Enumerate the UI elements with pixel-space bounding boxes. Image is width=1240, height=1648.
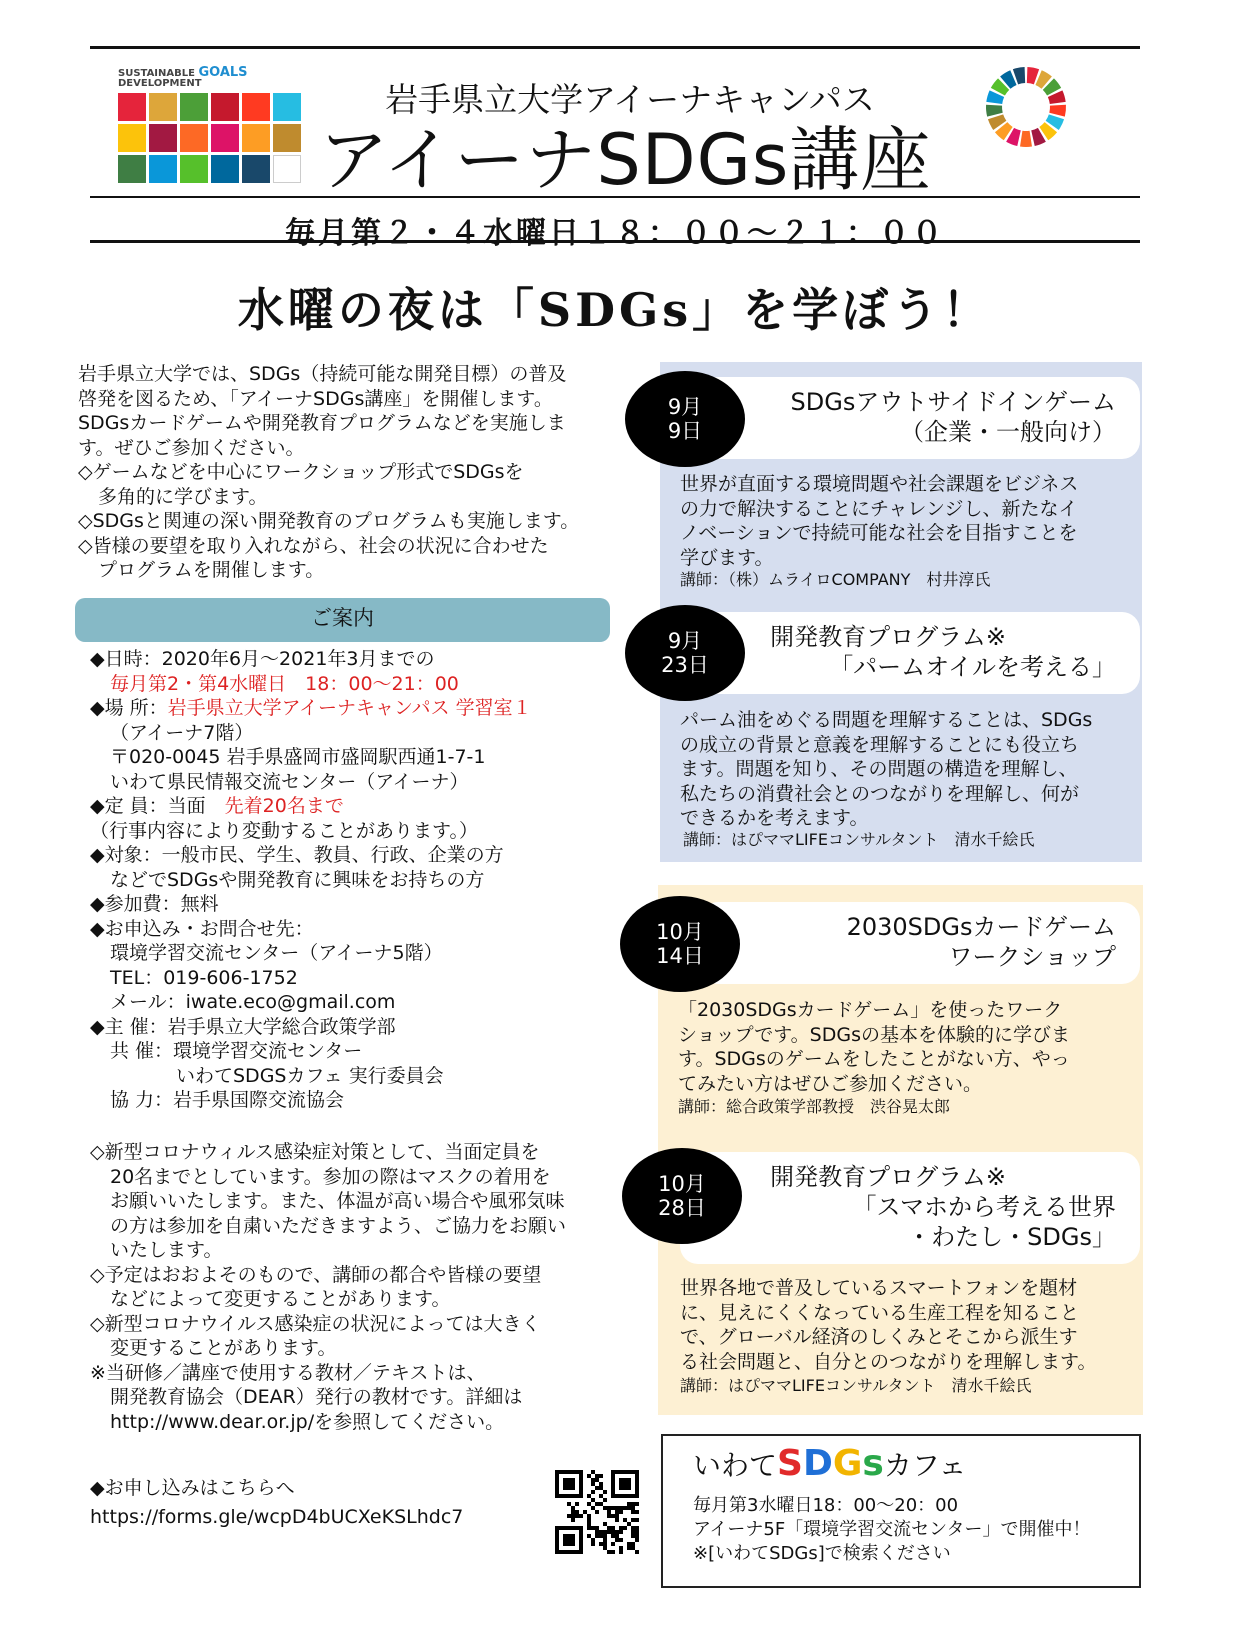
event-desc-line: に、見えにくくなっている生産工程を知ること xyxy=(680,1301,1080,1324)
event-subtitle-cont: ・わたし・SDGs」 xyxy=(907,1223,1116,1251)
event-description xyxy=(678,998,1138,1096)
event-desc-line: る社会問題と、自分とのつながりを理解します。 xyxy=(680,1350,1097,1373)
event-lecturer: 講師：（株）ムライロCOMPANY 村井淳氏 xyxy=(680,570,991,589)
note-line: 変更することがあります。 xyxy=(110,1337,337,1359)
event-date-badge xyxy=(625,605,745,701)
event-desc-line: ノベーションで持続可能な社会を目指すことを xyxy=(680,522,1078,544)
event-title: 2030SDGsカードゲーム xyxy=(846,913,1116,941)
note-line: などによって変更することがあります。 xyxy=(110,1288,451,1310)
sdg-label-goals: GOALS xyxy=(198,65,248,80)
event-title-box xyxy=(700,902,1140,984)
sdg-tile xyxy=(242,93,270,121)
guide-capacity-note: （行事内容により変動することがあります。） xyxy=(90,819,478,842)
event-description xyxy=(680,1276,1140,1374)
guide-contact-label: ◆お申込み・お問合せ先： xyxy=(90,917,314,940)
note-line: ◇新型コロナウィルス感染症対策として、当面定員を xyxy=(90,1141,540,1163)
event-month: 9月 xyxy=(667,629,703,653)
event-day: 28日 xyxy=(658,1196,706,1220)
sdg-goals-logo xyxy=(118,65,304,186)
sdg-tile xyxy=(118,93,146,121)
sdg-wheel-segment xyxy=(1020,131,1032,147)
cafe-letter-g: G xyxy=(832,1443,863,1484)
cafe-location: アイーナ5F「環境学習交流センター」で開催中！ xyxy=(693,1519,1091,1540)
sdg-tile xyxy=(273,93,301,121)
intro-line: す。ぜひご参加ください。 xyxy=(78,436,305,459)
guide-place xyxy=(90,696,635,721)
guide-date: ◆日時：2020年6月～2021年3月までの xyxy=(90,648,435,670)
sdg-tile xyxy=(118,124,146,152)
event-day: 9日 xyxy=(667,419,703,443)
event-subtitle: （企業・一般向け） xyxy=(900,418,1116,446)
guide-host: ◆主 催：岩手県立大学総合政策学部 xyxy=(90,1015,396,1038)
guide-support: 協 力：岩手県国際交流協会 xyxy=(110,1089,345,1111)
sdg-tiles xyxy=(118,93,304,183)
event-desc-line: てみたい方はぜひご参加ください。 xyxy=(678,1072,983,1095)
event-desc-line: 世界が直面する環境問題や社会課題をビジネス xyxy=(680,473,1079,495)
event-desc-line: で、グローバル経済のしくみとそこから派生す xyxy=(680,1326,1078,1348)
guide-mail[interactable]: メール：iwate.eco@gmail.com xyxy=(110,991,396,1013)
event-desc-line: す。SDGsのゲームをしたことがない方、やっ xyxy=(678,1048,1070,1070)
intro-bullet-cont: 多角的に学びます。 xyxy=(98,485,268,508)
cafe-letter-d: D xyxy=(802,1443,833,1484)
event-title: 開発教育プログラム※ xyxy=(770,1163,1006,1191)
intro-bullet: ◇ゲームなどを中心にワークショップ形式でSDGsを xyxy=(78,461,524,483)
sdg-tile xyxy=(211,155,239,183)
note-line: 開発教育協会（DEAR）発行の教材です。詳細は xyxy=(110,1386,523,1408)
sdg-tile xyxy=(242,155,270,183)
event-subtitle: ワークショップ xyxy=(948,943,1116,971)
intro-bullet-cont: プログラムを開催します。 xyxy=(98,559,325,581)
sdg-tile xyxy=(180,155,208,183)
event-date-badge xyxy=(625,371,745,467)
note-line: 20名までとしています。参加の際はマスクの着用を xyxy=(110,1165,551,1188)
guide-contact-org: 環境学習交流センター（アイーナ5階） xyxy=(110,942,443,964)
note-line: ◇新型コロナウイルス感染症の状況によっては大きく xyxy=(90,1312,541,1335)
note-line: ◇予定はおおよそのもので、講師の都合や皆様の要望 xyxy=(90,1263,542,1286)
event-day: 23日 xyxy=(661,653,709,677)
guide-date-detail: 毎月第2・第4水曜日 18：00～21：00 xyxy=(110,672,459,695)
event-desc-line: パーム油をめぐる問題を理解することは、SDGs xyxy=(680,709,1093,731)
event-lecturer: 講師：総合政策学部教授 渋谷晃太郎 xyxy=(678,1097,951,1116)
cafe-suffix: カフェ xyxy=(883,1449,967,1482)
sdg-tile xyxy=(211,124,239,152)
guide-place-name: 岩手県立大学アイーナキャンパス 学習室１ xyxy=(167,697,532,719)
event-day: 14日 xyxy=(656,944,704,968)
sdg-label-top: SUSTAINABLE xyxy=(118,68,195,79)
note-line: の方は参加を自粛いただきますよう、ご協力をお願い xyxy=(110,1214,567,1237)
sdg-tile xyxy=(180,124,208,152)
guide-address-building: いわて県民情報交流センター（アイーナ） xyxy=(110,770,469,793)
guide-capacity xyxy=(90,794,635,819)
event-lecturer: 講師：はぴママLIFEコンサルタント 清水千絵氏 xyxy=(680,1376,1032,1395)
event-date-badge xyxy=(620,896,740,992)
intro-line: 啓発を図るため、「アイーナSDGs講座」を開催します。 xyxy=(78,387,553,410)
event-title-box xyxy=(680,1152,1140,1264)
guide-capacity-label: ◆定 員：当面 xyxy=(90,795,225,817)
event-desc-line: ショップです。SDGsの基本を体験的に学びま xyxy=(678,1023,1070,1046)
note-line: お願いいたします。また、体温が高い場合や風邪気味 xyxy=(110,1190,565,1212)
sdg-wheel-segment xyxy=(986,105,1003,117)
guide-details xyxy=(90,647,635,1113)
guide-target: ◆対象：一般市民、学生、教員、行政、企業の方 xyxy=(90,844,504,866)
sdg-tile xyxy=(273,155,301,183)
catchphrase: 水曜の夜は「SDGs」を学ぼう！ xyxy=(237,283,993,337)
event-desc-line: の力で解決することにチャレンジし、新たなイ xyxy=(680,497,1078,520)
guide-place-label: ◆場 所： xyxy=(90,697,168,719)
event-date-badge xyxy=(622,1148,742,1244)
cafe-letter-s: S xyxy=(777,1443,803,1484)
event-subtitle: 「パームオイルを考える」 xyxy=(829,653,1116,681)
event-desc-line: できるかを考えます。 xyxy=(680,807,869,829)
guide-cohost: 共 催：環境学習交流センター xyxy=(110,1040,363,1062)
event-description xyxy=(680,472,1140,570)
event-lecturer: 講師：はぴママLIFEコンサルタント 清水千絵氏 xyxy=(683,830,1035,849)
guide-address: 〒020-0045 岩手県盛岡市盛岡駅西通1-7-1 xyxy=(110,746,486,768)
intro-line: SDGsカードゲームや開発教育プログラムなどを実施しま xyxy=(78,412,566,434)
event-month: 10月 xyxy=(658,1172,706,1196)
schedule-line: 毎月第２・４水曜日１８：００～２１：００ xyxy=(285,216,945,251)
event-month: 9月 xyxy=(667,395,703,419)
event-desc-line: 「2030SDGsカードゲーム」を使ったワーク xyxy=(678,999,1063,1021)
event-desc-line: 世界各地で普及しているスマートフォンを題材 xyxy=(680,1277,1078,1299)
guide-cohost-cont: いわてSDGSカフェ 実行委員会 xyxy=(176,1064,444,1087)
sdg-tile xyxy=(149,124,177,152)
sdg-tile xyxy=(149,155,177,183)
event-title: SDGsアウトサイドインゲーム xyxy=(790,388,1116,416)
event-subtitle: 「スマホから考える世界 xyxy=(852,1193,1116,1221)
intro-bullet: ◇SDGsと関連の深い開発教育のプログラムも実施します。 xyxy=(78,510,580,532)
sdg-tile xyxy=(118,155,146,183)
sdg-tile xyxy=(242,124,270,152)
sdg-label xyxy=(118,65,304,89)
event-title: 開発教育プログラム※ xyxy=(770,623,1006,651)
sdg-tile xyxy=(273,124,301,152)
apply-url-link[interactable]: https://forms.gle/wcpD4bUCXeKSLhdc7 xyxy=(90,1505,464,1528)
sdg-label-bottom: DEVELOPMENT xyxy=(118,78,202,89)
page-title: アイーナSDGs講座 xyxy=(318,119,932,201)
iwate-sdgs-cafe-box xyxy=(661,1434,1141,1588)
intro-line: 岩手県立大学では、SDGs（持続可能な開発目標）の普及 xyxy=(78,363,567,385)
guide-capacity-value: 先着20名まで xyxy=(224,795,344,817)
apply-label: ◆お申し込みはこちらへ xyxy=(90,1477,295,1499)
cafe-letter-s2: s xyxy=(862,1443,884,1484)
apply-section xyxy=(90,1476,540,1529)
dear-link[interactable]: http://www.dear.or.jp/を参照してください。 xyxy=(110,1410,505,1433)
cafe-search-note: ※[いわてSDGs]で検索ください xyxy=(693,1543,951,1564)
event-desc-line: ます。問題を知り、その問題の構造を理解し、 xyxy=(680,758,1078,780)
sdg-tile xyxy=(149,93,177,121)
sdg-wheel-icon xyxy=(985,66,1067,148)
top-rule xyxy=(90,46,1140,49)
sdg-tile xyxy=(180,93,208,121)
notes xyxy=(90,1140,635,1434)
event-title-box xyxy=(700,377,1140,459)
cafe-title xyxy=(693,1443,967,1484)
campus-name: 岩手県立大学アイーナキャンパス xyxy=(385,80,875,119)
guide-heading: ご案内 xyxy=(75,598,610,642)
note-line: ※当研修／講座で使用する教材／テキストは、 xyxy=(90,1361,486,1384)
event-description xyxy=(680,708,1140,831)
guide-place-floor: （アイーナ7階） xyxy=(110,721,254,744)
event-desc-line: 私たちの消費社会とのつながりを理解し、何が xyxy=(680,782,1080,805)
qr-code-icon[interactable] xyxy=(555,1470,639,1554)
sdg-wheel-segment xyxy=(1049,105,1066,117)
guide-tel: TEL：019-606-1752 xyxy=(110,966,298,989)
event-desc-line: の成立の背景と意義を理解することにも役立ち xyxy=(680,733,1080,756)
event-desc-line: 学びます。 xyxy=(680,546,774,569)
guide-fee: ◆参加費：無料 xyxy=(90,893,219,915)
cafe-prefix: いわて xyxy=(693,1449,778,1482)
sdg-tile xyxy=(211,93,239,121)
guide-target-cont: などでSDGsや開発教育に興味をお持ちの方 xyxy=(110,868,485,891)
cafe-schedule: 毎月第3水曜日18：00～20：00 xyxy=(693,1495,959,1516)
event-month: 10月 xyxy=(656,920,704,944)
note-line: いたします。 xyxy=(110,1239,223,1261)
event-title-box xyxy=(700,612,1140,694)
intro-text xyxy=(78,362,638,583)
intro-bullet: ◇皆様の要望を取り入れながら、社会の状況に合わせた xyxy=(78,534,549,557)
cafe-info xyxy=(693,1494,1090,1566)
